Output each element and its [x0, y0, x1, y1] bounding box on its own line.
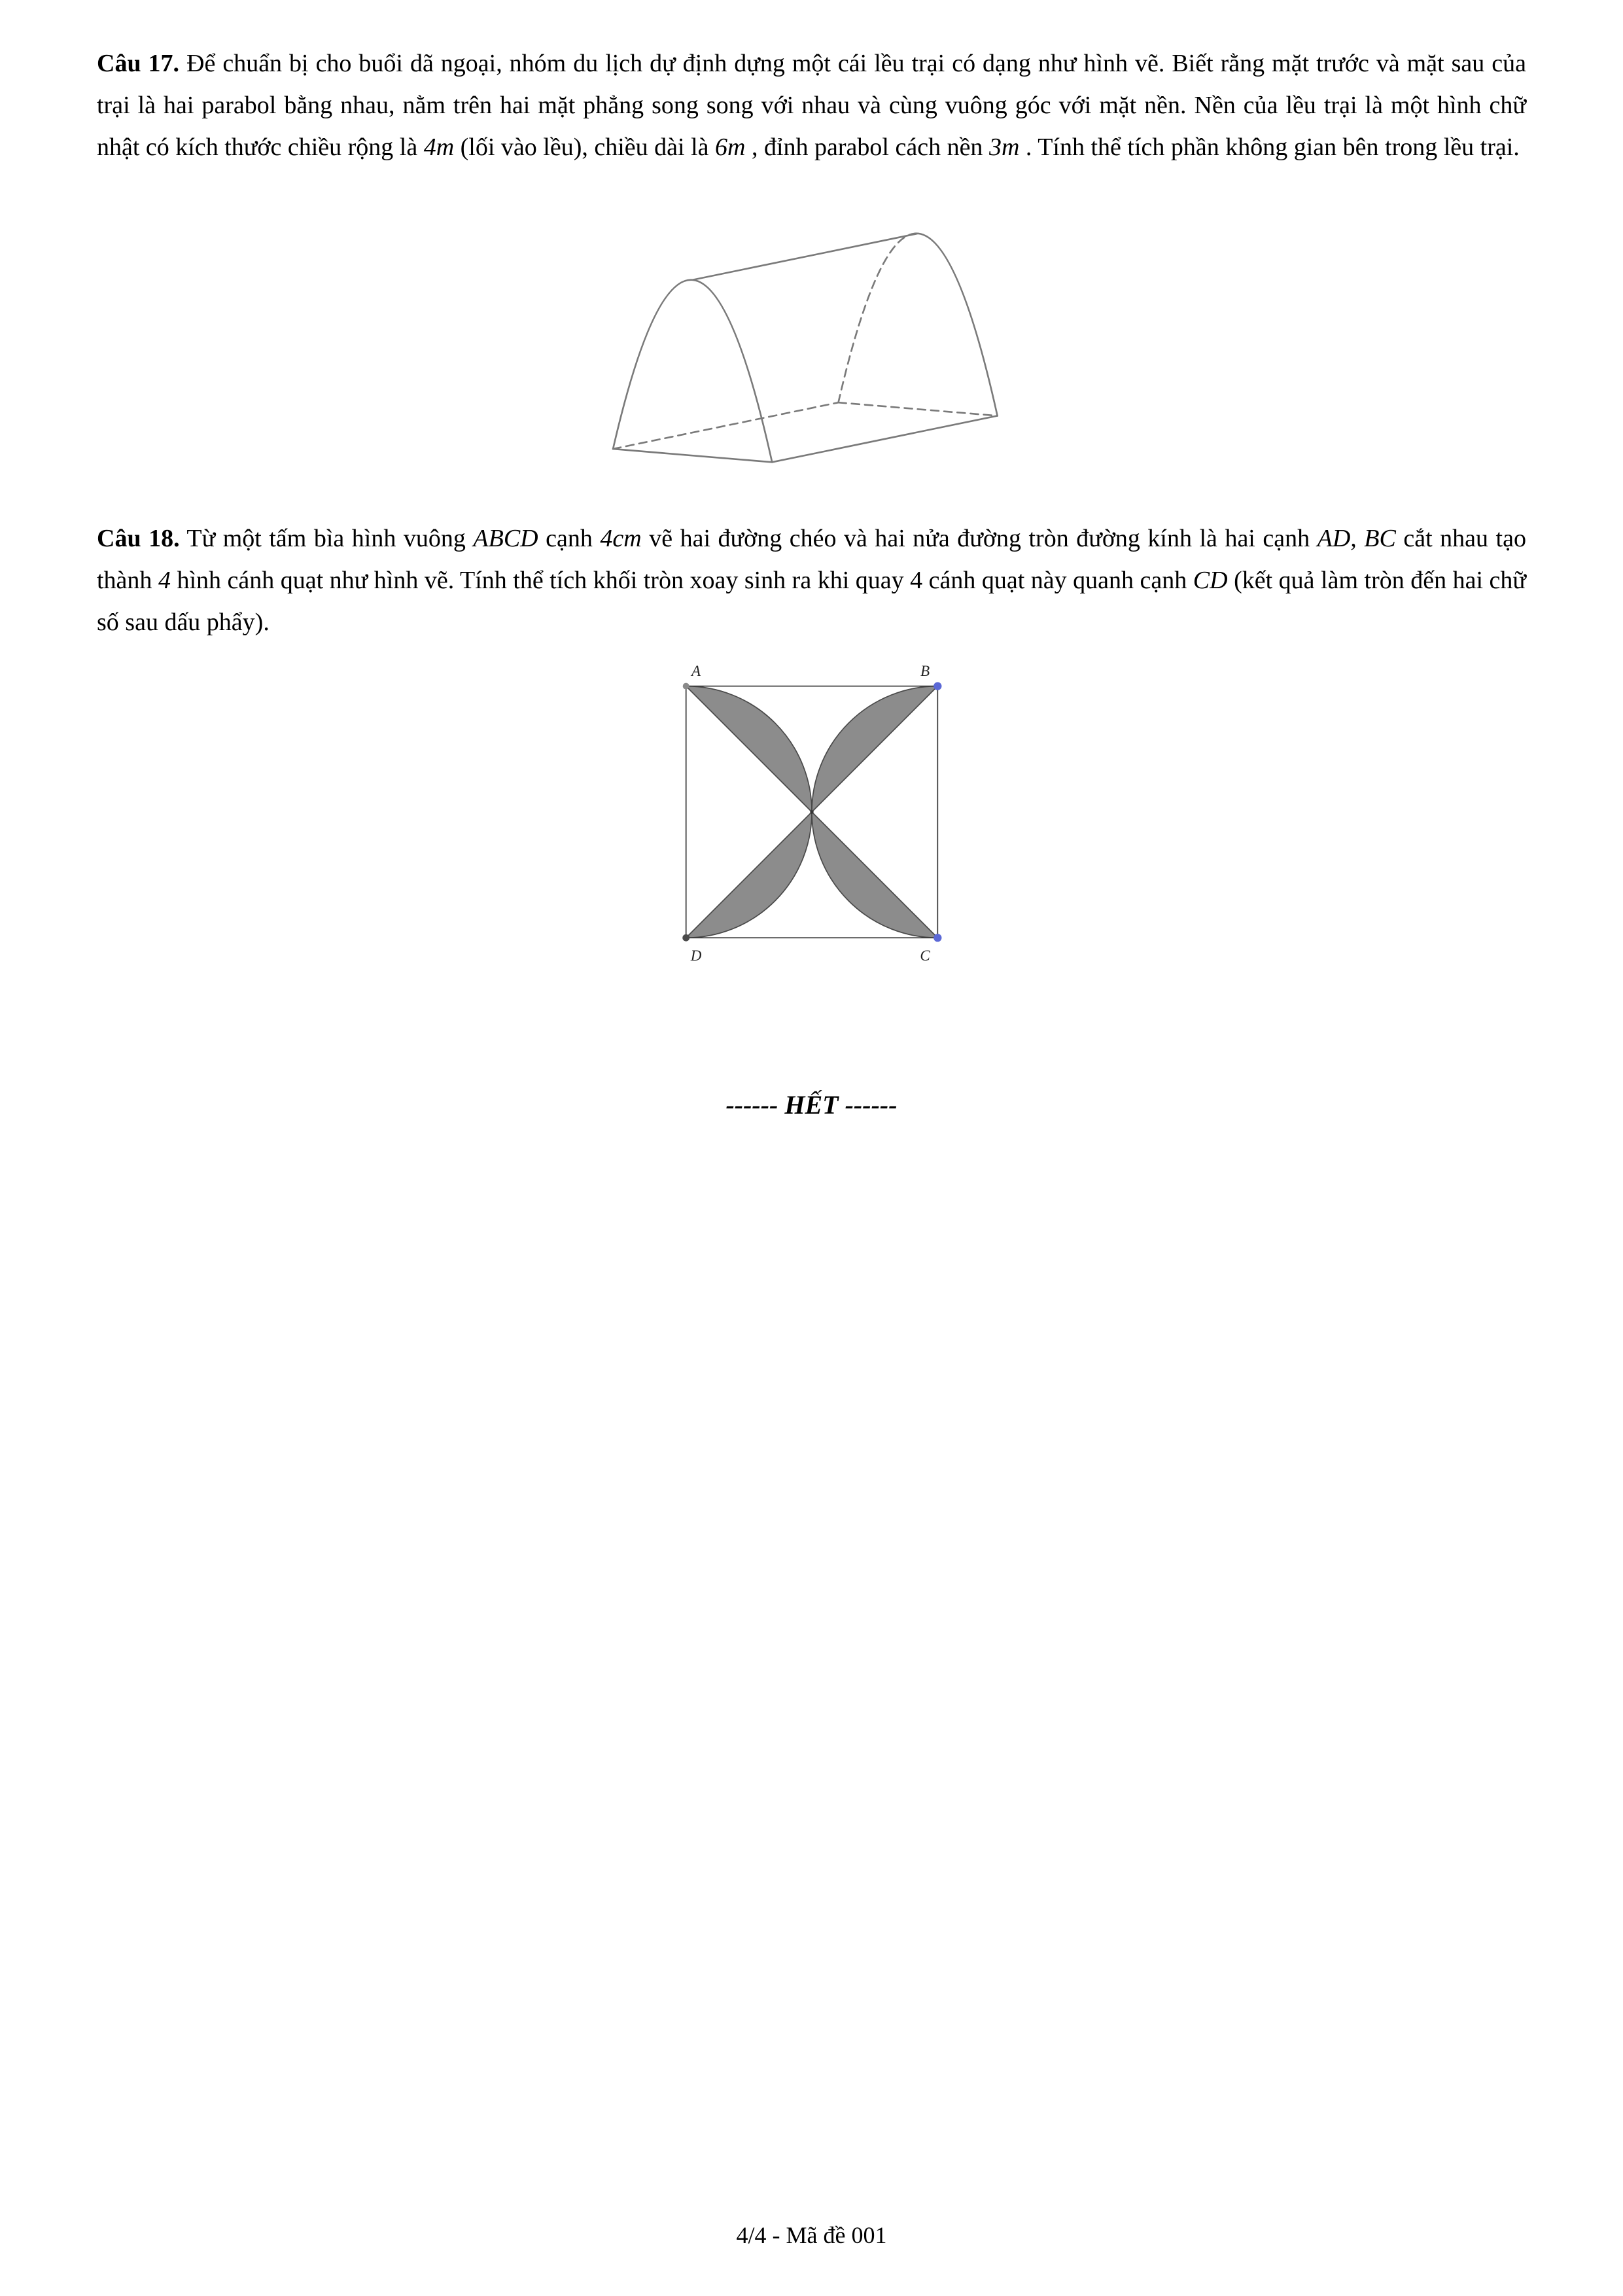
center-point — [810, 810, 813, 813]
vertex-label-d: D — [690, 946, 701, 964]
tent-figure — [573, 190, 1051, 495]
question-18-text-7: (kết quả làm tròn đến hai chữ số sau dấu phẩy). — [97, 567, 1526, 637]
question-18-math-4cm: 4cm — [600, 525, 642, 553]
tent-figure-container — [97, 190, 1526, 499]
vertex-dot-c — [934, 934, 941, 942]
tent-ridge-line — [692, 234, 917, 280]
question-18-label: Câu 18. — [97, 525, 180, 553]
question-17-text-1: Để chuẩn bị cho buổi dã ngoại, nhóm du lịch dự định dựng một cái lều trại có dạng như hình vẽ. Biết rằng mặt trước và mặt sau của trại là hai parabol bằng nhau, nằm trên hai mặt phẳng song song với nhau và cùng vuông góc với mặt nền. Nền của lều trại là một hình chữ nhật có kích thước chiều rộng là — [97, 50, 1527, 161]
page-content — [0, 0, 1623, 1120]
question-17-math-4m: 4m — [423, 133, 455, 161]
question-17-label: Câu 17. — [97, 50, 180, 77]
question-17-text-3: , đỉnh parabol cách nền — [745, 133, 989, 161]
question-18-text-6: cánh quạt này quanh cạnh — [922, 567, 1193, 595]
tent-back-parabola-visible — [918, 234, 998, 416]
question-17 — [97, 43, 1526, 168]
question-17-text-4: . Tính thể tích phần không gian bên trong lều trại. — [1019, 133, 1520, 161]
fan-petal-top-right — [812, 686, 937, 812]
tent-base-front-edge — [613, 450, 772, 463]
tent-base-right-edge — [772, 416, 997, 463]
vertex-dot-b — [934, 682, 941, 690]
vertex-label-a: A — [691, 662, 701, 680]
question-18-math-cd: CD — [1193, 567, 1228, 595]
fan-petal-bottom-right — [812, 812, 937, 938]
vertex-label-b: B — [920, 662, 930, 680]
question-18-text-4: cắt nhau tạo thành — [97, 525, 1526, 595]
fan-petal-bottom-left — [686, 812, 811, 938]
vertex-label-c: C — [919, 946, 930, 964]
page-footer: 4/4 - Mã đề 001 — [736, 2222, 887, 2248]
question-18 — [97, 518, 1526, 643]
question-17-math-3m: 3m — [988, 133, 1020, 161]
question-18-math-4a: 4 — [158, 567, 171, 595]
question-18-text-1: Từ một tấm bìa hình vuông — [179, 525, 474, 553]
question-18-text-2: cạnh — [538, 525, 601, 553]
square-figure — [648, 661, 975, 1026]
question-18-math-ad-bc: AD, BC — [1317, 525, 1396, 553]
tent-back-parabola-hidden — [838, 234, 918, 402]
question-18-text-5: hình cánh quạt như hình vẽ. Tính thể tích khối tròn xoay sinh ra khi quay — [170, 567, 911, 595]
question-18-math-abcd: ABCD — [473, 525, 538, 553]
question-17-text-2: (lối vào lều), chiều dài là — [454, 133, 716, 161]
question-18-text-3: vẽ hai đường chéo và hai nửa đường tròn đường kính là hai cạnh — [641, 525, 1318, 553]
end-marker: ------ HẾT ------ — [725, 1089, 898, 1120]
vertex-dot-a — [682, 683, 689, 690]
tent-base-left-edge — [613, 403, 838, 450]
fan-petal-top-left — [686, 686, 811, 812]
question-18-math-4b: 4 — [910, 567, 923, 595]
square-figure-container — [97, 661, 1526, 1029]
tent-front-parabola — [613, 280, 772, 463]
vertex-dot-d — [682, 934, 689, 942]
question-17-math-6m: 6m — [715, 133, 746, 161]
tent-base-back-edge — [838, 403, 997, 416]
